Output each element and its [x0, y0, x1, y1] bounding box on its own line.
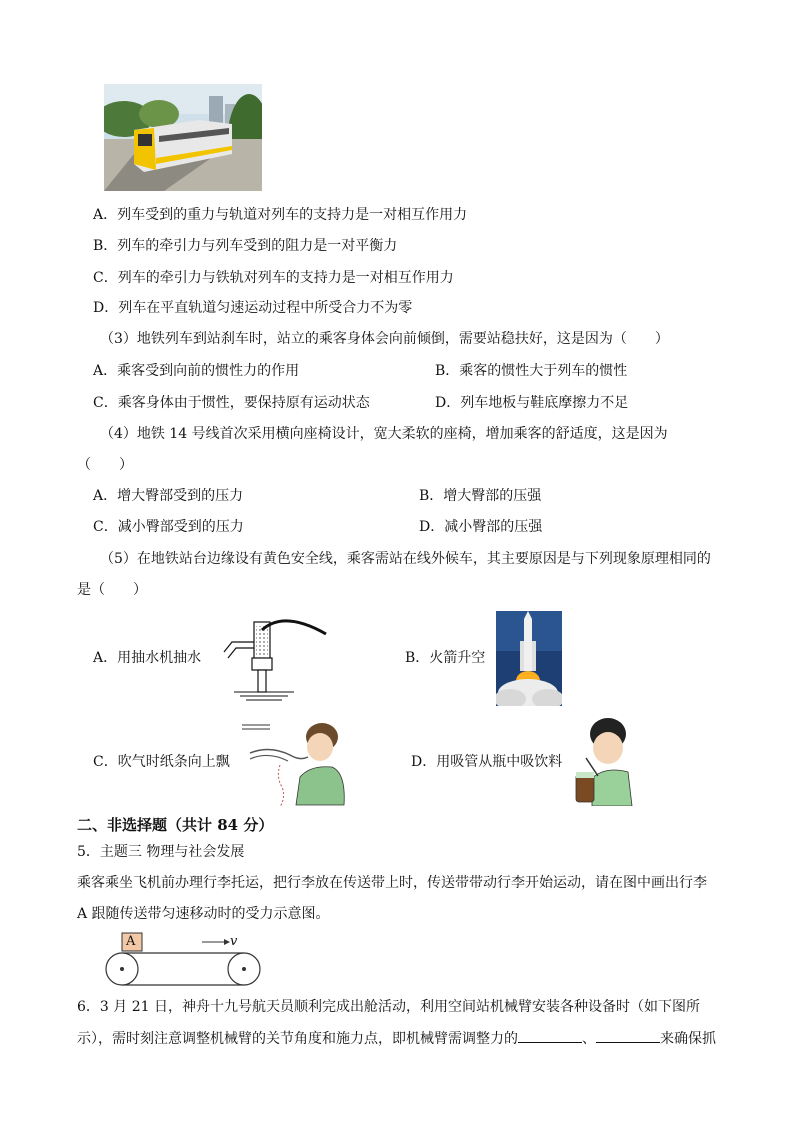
question-4-stem: （4）地铁 14 号线首次采用横向座椅设计，宽大柔软的座椅，增加乘客的舒适度，这是因为	[100, 426, 668, 442]
q3-option-b: B．乘客的惯性大于列车的惯性	[435, 363, 628, 379]
q5-option-a: A．用抽水机抽水	[93, 650, 202, 666]
blank-separator: 、	[582, 1031, 596, 1047]
q4-option-a: A．增大臀部受到的压力	[93, 488, 244, 504]
option-d: D．列车在平直轨道匀速运动过程中所受合力不为零	[93, 300, 413, 316]
q4-option-b: B．增大臀部的压强	[419, 488, 542, 504]
conveyor-diagram	[102, 931, 264, 989]
q5-option-b: B．火箭升空	[405, 650, 486, 666]
problem-6-text: 6．3 月 21 日，神舟十九号航天员顺利完成出舱活动，利用空间站机械臂安装各种设备时（如下图所	[77, 999, 700, 1015]
question-5-stem-cont: 是（ ）	[77, 582, 147, 598]
problem-5-text: 乘客乘坐飞机前办理行李托运，把行李放在传送带上时，传送带带动行李开始运动，请在图中画出行李	[77, 875, 707, 891]
rocket-launch-photo	[496, 611, 562, 706]
q3-option-c: C．乘客身体由于惯性，要保持原有运动状态	[93, 395, 370, 411]
q3-option-a: A．乘客受到向前的惯性力的作用	[93, 363, 300, 379]
option-c: C．列车的牵引力与铁轨对列车的支持力是一对相互作用力	[93, 270, 454, 286]
water-pump-figure	[214, 612, 330, 702]
answer-blank-2[interactable]	[596, 1028, 660, 1043]
problem-6-text-part1: 示），需时刻注意调整机械臂的关节角度和施力点，即机械臂需调整力的	[77, 1031, 518, 1047]
q4-option-c: C．减小臀部受到的压力	[93, 519, 244, 535]
q4-option-d: D．减小臀部的压强	[419, 519, 543, 535]
luggage-label: A	[126, 934, 136, 949]
problem-6-text-part2: 来确保抓	[660, 1031, 716, 1047]
problem-5-title: 5．主题三 物理与社会发展	[77, 844, 245, 860]
q3-option-d: D．列车地板与鞋底摩擦力不足	[435, 395, 629, 411]
train-photo	[104, 84, 262, 191]
question-3-stem: （3）地铁列车到站刹车时，站立的乘客身体会向前倾倒，需要站稳扶好，这是因为（ ）	[100, 331, 669, 347]
q5-option-c: C．吹气时纸条向上飘	[93, 754, 230, 770]
question-4-stem-cont: （ ）	[77, 457, 133, 473]
blowing-paper-figure	[240, 715, 348, 807]
drinking-straw-figure	[572, 714, 636, 806]
problem-5-text-cont: A 跟随传送带匀速移动时的受力示意图。	[77, 906, 330, 922]
answer-blank-1[interactable]	[518, 1028, 582, 1043]
option-a: A．列车受到的重力与轨道对列车的支持力是一对相互作用力	[93, 207, 468, 223]
option-b: B．列车的牵引力与列车受到的阻力是一对平衡力	[93, 238, 398, 254]
q5-option-d: D．用吸管从瓶中吸饮料	[411, 754, 563, 770]
problem-6-text-cont	[77, 1028, 716, 1049]
velocity-label: v	[230, 934, 238, 949]
question-5-stem: （5）在地铁站台边缘设有黄色安全线，乘客需站在线外候车，其主要原因是与下列现象原理相同的	[100, 551, 711, 567]
section-2-heading: 二、非选择题（共计 84 分）	[77, 816, 274, 834]
